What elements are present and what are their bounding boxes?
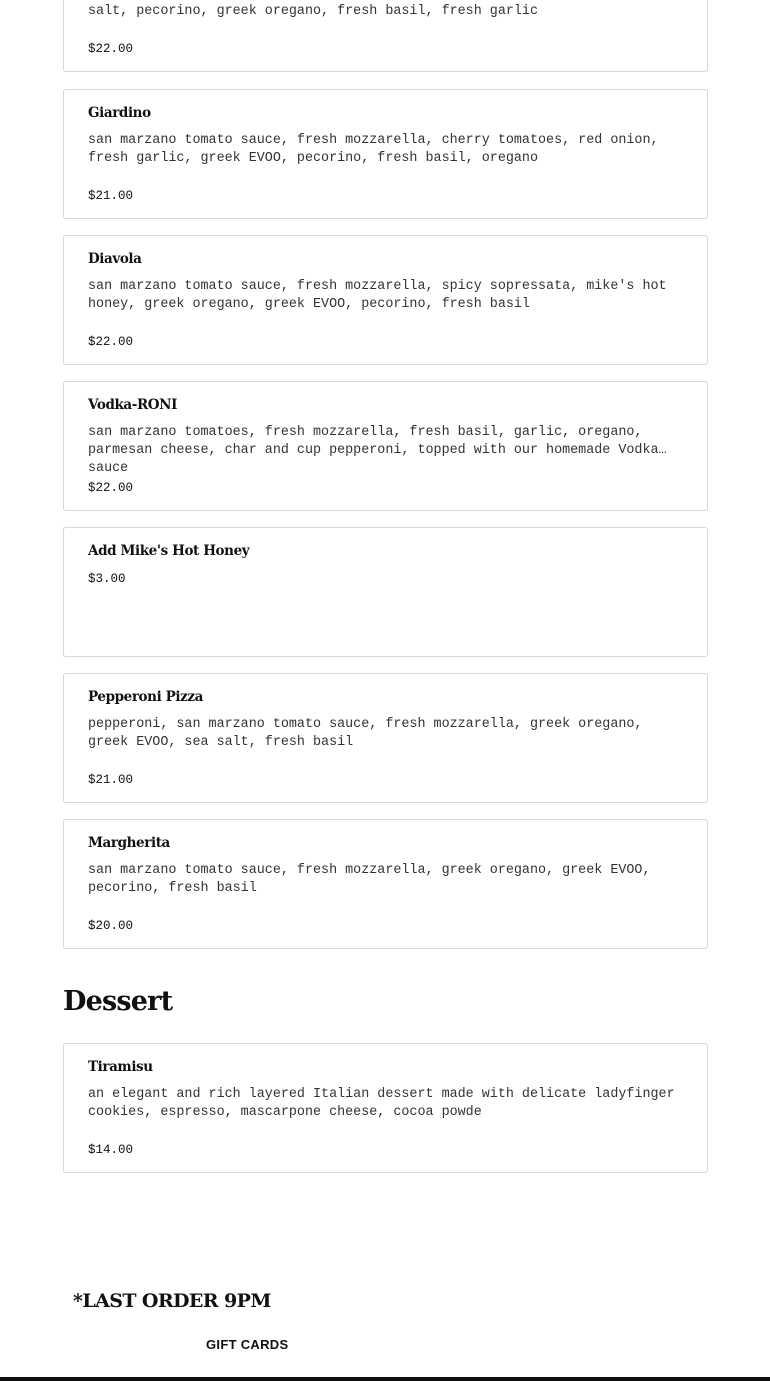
- menu-item-card-tiramisu[interactable]: [63, 1043, 708, 1173]
- menu-item-card-diavola[interactable]: [63, 235, 708, 365]
- menu-item-name: Add Mike's Hot Honey: [88, 543, 250, 559]
- menu-item-name: Diavola: [88, 251, 142, 267]
- menu-item-price: $20.00: [88, 919, 134, 933]
- menu-item-name: Margherita: [88, 835, 170, 851]
- section-heading-dessert: Dessert: [63, 986, 173, 1017]
- menu-item-card-margherita[interactable]: [63, 819, 708, 949]
- menu-item-description: san marzano tomato sauce, fresh mozzarella, greek oregano, greek EVOO, pecorino, fresh basil: [88, 863, 651, 896]
- menu-item-name: Pepperoni Pizza: [88, 689, 203, 705]
- menu-item-price: $22.00: [88, 335, 134, 349]
- menu-item-description: san marzano tomato sauce, fresh mozzarella, spicy sopressata, mike's hot honey, greek oregano, greek EVOO, pecorino, fresh basil: [88, 279, 667, 312]
- menu-item-description: san marzano tomatoes, fresh mozzarella, fresh basil, garlic, oregano, parmesan cheese, char and cup pepperoni, topped with our homemade Vodka sauce: [88, 425, 659, 476]
- menu-item-description: san marzano tomato sauce, fresh mozzarella, cherry tomatoes, red onion, fresh garlic, greek EVOO, pecorino, fresh basil, oregano: [88, 133, 659, 166]
- menu-item-card-hot-honey[interactable]: [63, 527, 708, 657]
- menu-item-description: pepperoni, san marzano tomato sauce, fresh mozzarella, greek oregano, greek EVOO, sea salt, fresh basil: [88, 717, 643, 750]
- menu-item-card-pepperoni-pizza[interactable]: [63, 673, 708, 803]
- menu-item-price: $21.00: [88, 189, 134, 203]
- menu-item-name: Tiramisu: [88, 1059, 153, 1075]
- menu-item-name: Vodka-RONI: [88, 397, 178, 413]
- menu-item-card-vodka-roni[interactable]: [63, 381, 708, 511]
- menu-item-card[interactable]: [63, 0, 708, 72]
- gift-cards-link[interactable]: GIFT CARDS: [206, 1337, 289, 1352]
- last-order-notice: *LAST ORDER 9PM: [73, 1290, 271, 1312]
- menu-item-card-giardino[interactable]: [63, 89, 708, 219]
- menu-item-price: $14.00: [88, 1143, 134, 1157]
- menu-item-description: salt, pecorino, greek oregano, fresh basil, fresh garlic: [88, 4, 538, 19]
- menu-item-price: $21.00: [88, 773, 134, 787]
- menu-item-description: an elegant and rich layered Italian dessert made with delicate ladyfinger cookies, espresso, mascarpone cheese, cocoa powde: [88, 1087, 675, 1120]
- menu-item-price: $22.00: [88, 481, 134, 495]
- menu-item-price: $22.00: [88, 42, 134, 56]
- menu-item-price: $3.00: [88, 572, 126, 586]
- menu-item-name: Giardino: [88, 105, 151, 121]
- footer-bar: [0, 1377, 770, 1381]
